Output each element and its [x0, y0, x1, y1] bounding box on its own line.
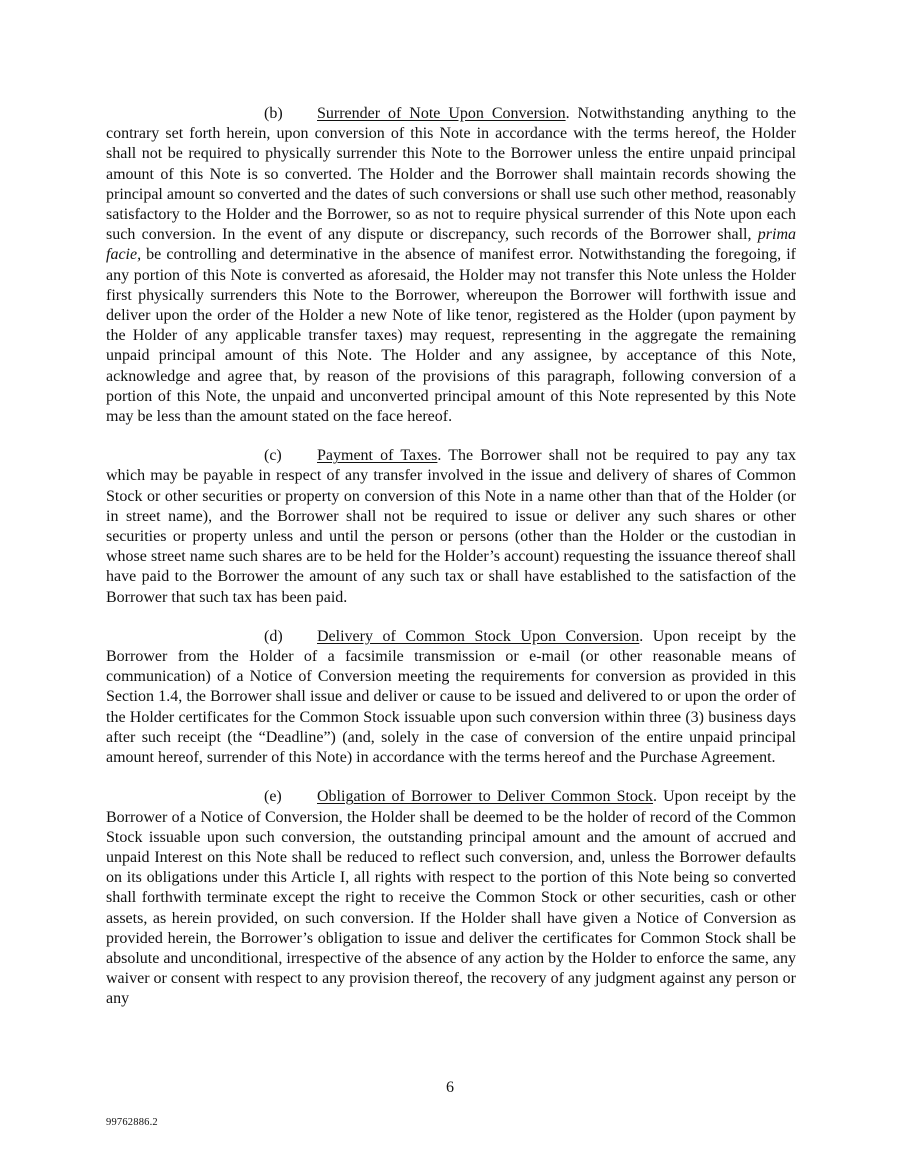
paragraph-e: [106, 787, 796, 1009]
paragraph-text: be controlling and determinative in the absence of manifest error. Notwithstanding the foregoing, if any portion of this Note is converted as aforesaid, the Holder may not transfer this Note unless the Holder first physically surrenders this Note to the Borrower, whereupon the Borrower will forthwith issue and deliver upon the order of the Holder a new Note of like tenor, registered as the Holder (upon payment by the Holder of any applicable transfer taxes) may request, representing in the aggregate the remaining unpaid principal amount of this Note. The Holder and any assignee, by acceptance of this Note, acknowledge and agree that, by reason of the provisions of this paragraph, following conversion of a portion of this Note, the unpaid and unconverted principal amount of this Note represented by this Note may be less than the amount stated on the face hereof.: [106, 246, 796, 426]
document-id: 99762886.2: [106, 1117, 158, 1128]
page-number: 6: [446, 1079, 454, 1096]
paragraph-d: [106, 627, 796, 768]
paragraph-heading: Surrender of Note Upon Conversion: [317, 105, 566, 122]
paragraph-label: (b): [264, 105, 283, 122]
paragraph-label: (d): [264, 627, 283, 645]
document-body: [106, 104, 796, 1029]
paragraph-text: . Notwithstanding anything to the contrary set forth herein, upon conversion of this Note in accordance with the terms hereof, the Holder shall not be required to physically surrender this Note to the Borrower unless the entire unpaid principal amount of this Note is so converted. The Holder and the Borrower shall maintain records showing the principal amount so converted and the dates of such conversions or shall use such other method, reasonably satisfactory to the Holder and the Borrower, so as not to require physical surrender of this Note upon each such conversion. In the event of any dispute or discrepancy, such records of the Borrower shall,: [106, 105, 796, 244]
paragraph-heading: Payment of Taxes: [317, 447, 438, 465]
paragraph-italic-text: prima facie,: [106, 226, 796, 264]
paragraph-text: . The Borrower shall not be required to pay any tax which may be payable in respect of any transfer involved in the issue and delivery of shares of Common Stock or other securities or property on conversion of this Note in a name other than that of the Holder (or in street name), and the Borrower shall not be required to issue or deliver any such shares or other securities or property unless and until the person or persons (other than the Holder or the custodian in whose street name such shares are to be held for the Holder’s account) requesting the issuance thereof shall have paid to the Borrower the amount of any such tax or shall have established to the satisfaction of the Borrower that such tax has been paid.: [106, 447, 796, 606]
paragraph-text: . Upon receipt by the Borrower of a Notice of Conversion, the Holder shall be deemed to be the holder of record of the Common Stock issuable upon such conversion, the outstanding principal amount and the amount of accrued and unpaid Interest on this Note shall be reduced to reflect such conversion, and, unless the Borrower defaults on its obligations under this Article I, all rights with respect to the portion of this Note being so converted shall forthwith terminate except the right to receive the Common Stock or other securities, cash or other assets, as herein provided, on such conversion. If the Holder shall have given a Notice of Conversion as provided herein, the Borrower’s obligation to issue and deliver the certificates for Common Stock shall be absolute and unconditional, irrespective of the absence of any action by the Holder to enforce the same, any waiver or consent with respect to any provision thereof, the recovery of any judgment against any person or any: [106, 788, 796, 1008]
paragraph-c: [106, 446, 796, 608]
paragraph-label: (c): [264, 447, 282, 465]
paragraph-b: [106, 104, 796, 427]
paragraph-text: . Upon receipt by the Borrower from the Holder of a facsimile transmission or e-mail (or other reasonable means of communication) of a Notice of Conversion meeting the requirements for conversion as provided in this Section 1.4, the Borrower shall issue and deliver or cause to be issued and delivered to or upon the order of the Holder certificates for the Common Stock issuable upon such conversion within three (3) business days after such receipt (the “Deadline”) (and, solely in the case of conversion of the entire unpaid principal amount hereof, surrender of this Note) in accordance with the terms hereof and the Purchase Agreement.: [106, 627, 797, 767]
paragraph-label: (e): [264, 788, 282, 806]
paragraph-heading: Delivery of Common Stock Upon Conversion: [317, 627, 640, 645]
paragraph-heading: Obligation of Borrower to Deliver Common Stock: [317, 788, 654, 806]
